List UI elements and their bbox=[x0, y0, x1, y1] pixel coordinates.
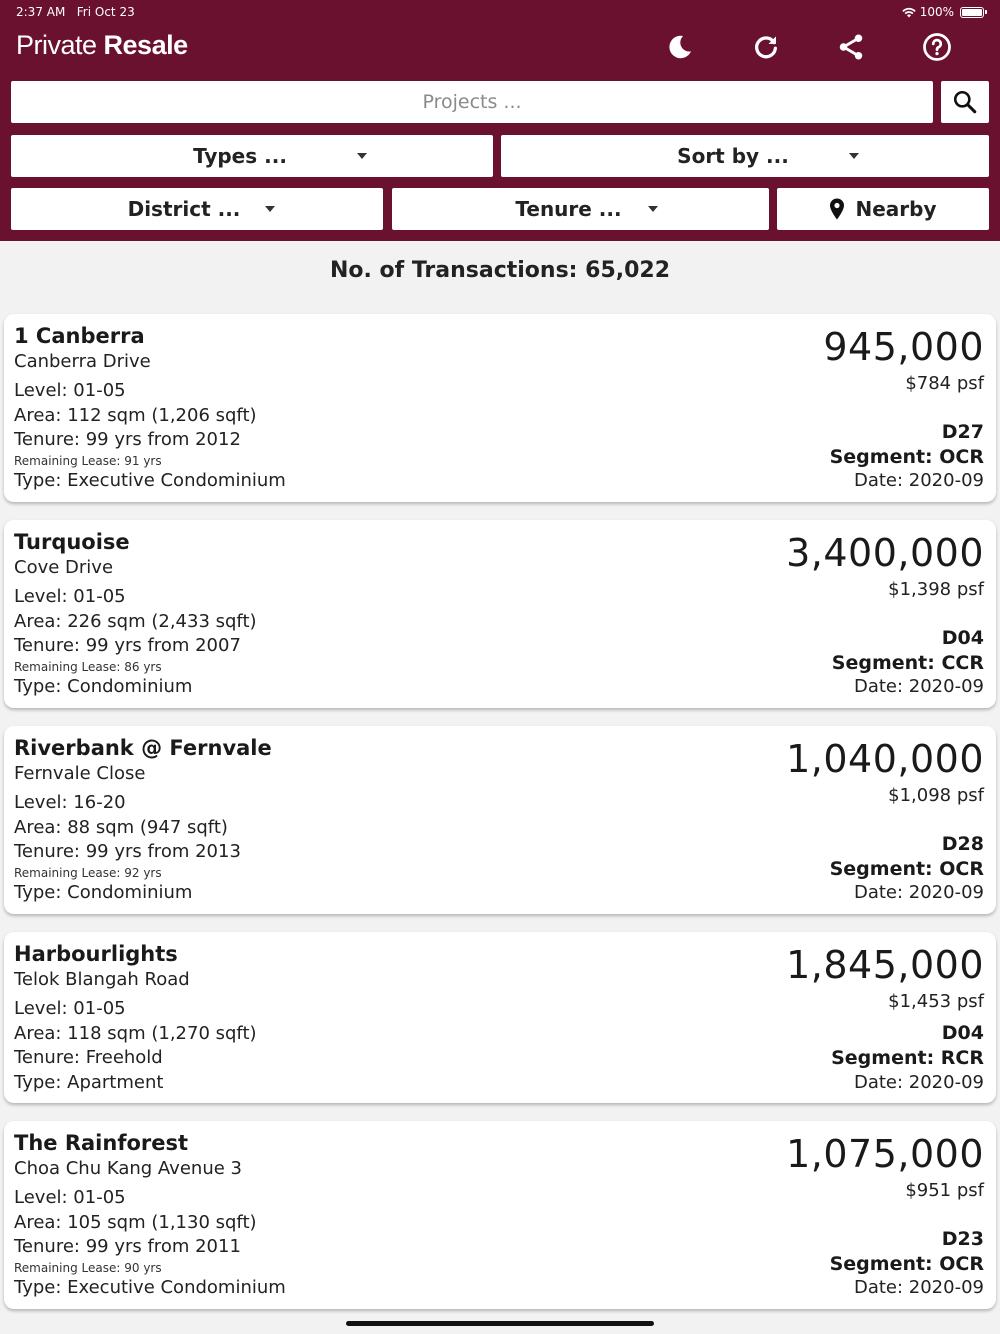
share-icon bbox=[836, 32, 866, 62]
share-button[interactable] bbox=[834, 30, 868, 64]
status-date: Fri Oct 23 bbox=[76, 5, 135, 19]
nearby-button[interactable] bbox=[777, 188, 989, 230]
district-code: D04 bbox=[941, 1022, 984, 1044]
district-code: D28 bbox=[941, 833, 984, 855]
district-code: D04 bbox=[941, 627, 984, 649]
street-name: Canberra Drive bbox=[14, 351, 151, 372]
area: Area: 105 sqm (1,130 sqft) bbox=[14, 1212, 257, 1233]
street-name: Cove Drive bbox=[14, 557, 114, 578]
tenure: Tenure: 99 yrs from 2007 bbox=[14, 635, 241, 656]
tenure-filter-label: Tenure ... bbox=[515, 197, 622, 221]
transaction-card[interactable] bbox=[4, 1121, 996, 1309]
district-code: D27 bbox=[941, 421, 984, 443]
district-filter[interactable] bbox=[11, 188, 383, 230]
tenure-filter[interactable] bbox=[392, 188, 769, 230]
area: Area: 112 sqm (1,206 sqft) bbox=[14, 405, 257, 426]
area: Area: 226 sqm (2,433 sqft) bbox=[14, 611, 257, 632]
level: Level: 16-20 bbox=[14, 792, 126, 813]
refresh-icon bbox=[751, 32, 781, 62]
remaining-lease: Remaining Lease: 86 yrs bbox=[14, 660, 162, 674]
street-name: Choa Chu Kang Avenue 3 bbox=[14, 1158, 242, 1179]
battery-percent: 100% bbox=[919, 5, 954, 19]
market-segment: Segment: CCR bbox=[831, 652, 984, 674]
tenure: Tenure: 99 yrs from 2013 bbox=[14, 841, 241, 862]
sort-by-filter[interactable] bbox=[501, 135, 989, 177]
market-segment: Segment: OCR bbox=[829, 1253, 984, 1275]
project-search-input[interactable] bbox=[11, 81, 933, 123]
refresh-button[interactable] bbox=[749, 30, 783, 64]
remaining-lease: Remaining Lease: 92 yrs bbox=[14, 866, 162, 880]
help-icon bbox=[922, 32, 952, 62]
project-name: Riverbank @ Fernvale bbox=[14, 736, 272, 760]
level: Level: 01-05 bbox=[14, 1187, 126, 1208]
home-indicator[interactable] bbox=[346, 1321, 654, 1326]
chevron-down-icon bbox=[849, 153, 859, 159]
project-name: The Rainforest bbox=[14, 1131, 189, 1155]
transactions-count: No. of Transactions: 65,022 bbox=[329, 258, 671, 283]
app-title bbox=[16, 30, 188, 61]
tenure: Tenure: 99 yrs from 2011 bbox=[14, 1236, 241, 1257]
property-type: Type: Executive Condominium bbox=[14, 1277, 286, 1298]
level: Level: 01-05 bbox=[14, 586, 126, 607]
types-filter[interactable] bbox=[11, 135, 493, 177]
status-indicators bbox=[902, 5, 984, 19]
property-type: Type: Condominium bbox=[14, 882, 193, 903]
app-title-bold: Resale bbox=[103, 30, 188, 60]
street-name: Fernvale Close bbox=[14, 763, 146, 784]
app-title-light: Private bbox=[16, 30, 104, 60]
project-name: Turquoise bbox=[14, 530, 130, 554]
project-name: Harbourlights bbox=[14, 942, 178, 966]
status-bar bbox=[0, 0, 1000, 24]
battery-icon bbox=[960, 7, 984, 18]
price-psf: $1,453 psf bbox=[888, 991, 984, 1012]
price-psf: $951 psf bbox=[905, 1180, 984, 1201]
tenure: Tenure: Freehold bbox=[14, 1047, 163, 1068]
project-name: 1 Canberra bbox=[14, 324, 145, 348]
sort-by-filter-label: Sort by ... bbox=[677, 144, 789, 168]
price-psf: $1,398 psf bbox=[888, 579, 984, 600]
transaction-card[interactable] bbox=[4, 520, 996, 708]
price: 3,400,000 bbox=[786, 531, 984, 575]
transaction-card[interactable] bbox=[4, 932, 996, 1103]
area: Area: 88 sqm (947 sqft) bbox=[14, 817, 228, 838]
transaction-card[interactable] bbox=[4, 726, 996, 914]
market-segment: Segment: OCR bbox=[829, 858, 984, 880]
transaction-date: Date: 2020-09 bbox=[853, 1277, 984, 1298]
search-icon bbox=[952, 89, 978, 115]
property-type: Type: Condominium bbox=[14, 676, 193, 697]
property-type: Type: Apartment bbox=[14, 1072, 164, 1093]
transaction-date: Date: 2020-09 bbox=[853, 470, 984, 491]
level: Level: 01-05 bbox=[14, 380, 126, 401]
transaction-card[interactable] bbox=[4, 314, 996, 502]
price: 1,040,000 bbox=[786, 737, 984, 781]
chevron-down-icon bbox=[648, 206, 658, 212]
price-psf: $1,098 psf bbox=[888, 785, 984, 806]
status-clock: 2:37 AM bbox=[16, 5, 66, 19]
tenure: Tenure: 99 yrs from 2012 bbox=[14, 429, 241, 450]
app-header bbox=[0, 0, 1000, 241]
remaining-lease: Remaining Lease: 91 yrs bbox=[14, 454, 162, 468]
status-time bbox=[16, 5, 135, 19]
dark-mode-button[interactable] bbox=[663, 30, 697, 64]
transaction-date: Date: 2020-09 bbox=[853, 1072, 984, 1093]
district-filter-label: District ... bbox=[127, 197, 241, 221]
chevron-down-icon bbox=[265, 206, 275, 212]
district-code: D23 bbox=[941, 1228, 984, 1250]
location-pin-icon bbox=[829, 198, 845, 220]
price: 1,075,000 bbox=[786, 1132, 984, 1176]
market-segment: Segment: RCR bbox=[831, 1047, 984, 1069]
area: Area: 118 sqm (1,270 sqft) bbox=[14, 1023, 257, 1044]
price-psf: $784 psf bbox=[905, 373, 984, 394]
moon-icon bbox=[665, 32, 695, 62]
property-type: Type: Executive Condominium bbox=[14, 470, 286, 491]
wifi-icon bbox=[902, 7, 916, 18]
search-button[interactable] bbox=[941, 81, 989, 123]
market-segment: Segment: OCR bbox=[829, 446, 984, 468]
help-button[interactable] bbox=[920, 30, 954, 64]
price: 945,000 bbox=[823, 325, 984, 369]
transaction-date: Date: 2020-09 bbox=[853, 882, 984, 903]
transaction-date: Date: 2020-09 bbox=[853, 676, 984, 697]
price: 1,845,000 bbox=[786, 943, 984, 987]
street-name: Telok Blangah Road bbox=[14, 969, 190, 990]
chevron-down-icon bbox=[357, 153, 367, 159]
remaining-lease: Remaining Lease: 90 yrs bbox=[14, 1261, 162, 1275]
nearby-label: Nearby bbox=[855, 197, 937, 221]
types-filter-label: Types ... bbox=[193, 144, 287, 168]
level: Level: 01-05 bbox=[14, 998, 126, 1019]
